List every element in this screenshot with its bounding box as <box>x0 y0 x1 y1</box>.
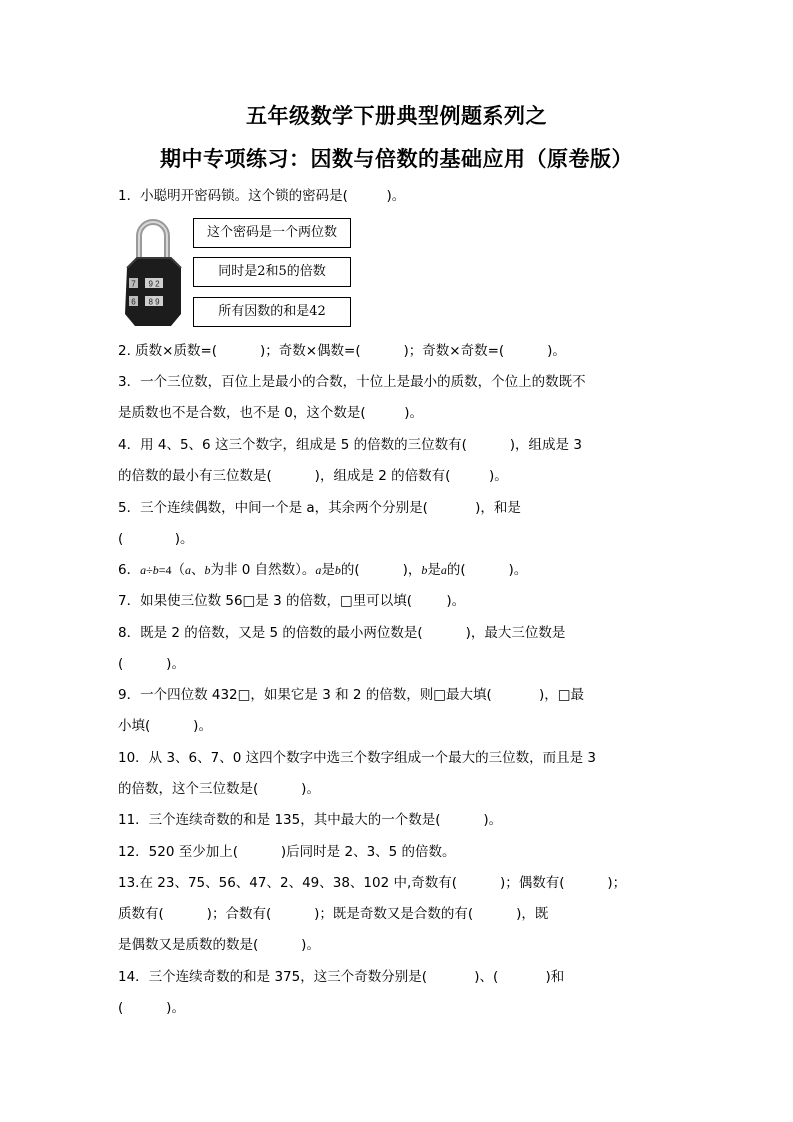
question-14-text: 14．三个连续奇数的和是 375，这三个奇数分别是( )、( )和 <box>118 969 565 985</box>
s1-blank: 的( )， <box>340 562 422 578</box>
s1-b: b <box>334 563 341 577</box>
question-10-text: 10．从 3、6、7、0 这四个数字中选三个数字组成一个最大的三位数，而且是 3 <box>118 750 596 766</box>
question-14-text-cont: ( )。 <box>118 1000 185 1016</box>
question-1-text: 1．小聪明开密码锁。这个锁的密码是( )。 <box>118 188 406 204</box>
paren-open: （ <box>171 562 185 578</box>
question-10-text-cont: 的倍数，这个三位数是( )。 <box>118 781 320 797</box>
expr-equals: =4 <box>158 563 172 577</box>
question-6-text <box>118 560 527 580</box>
question-7-text: 7．如果使三位数 56□是 3 的倍数，□里可以填( )。 <box>118 593 466 609</box>
expr-divide: ÷ <box>146 563 153 577</box>
question-4-text-cont: 的倍数的最小有三位数是( )，组成是 2 的倍数有( )。 <box>118 468 508 484</box>
question-13-text-cont2: 是偶数又是质数的数是( )。 <box>118 937 320 953</box>
expr-a: a <box>140 563 147 577</box>
question-11-text: 11．三个连续奇数的和是 135，其中最大的一个数是( )。 <box>118 812 503 828</box>
question-13-text: 13.在 23、75、56、47、2、49、38、102 中,奇数有( )；偶数有( )； <box>118 875 627 891</box>
question-6-number: 6． <box>118 562 141 578</box>
question-3-text-cont: 是质数也不是合数，也不是 0，这个数是( )。 <box>118 405 424 421</box>
question-4-text: 4．用 4、5、6 这三个数字，组成是 5 的倍数的三位数有( )，组成是 3 <box>118 437 582 453</box>
s2-b: b <box>421 563 428 577</box>
svg-text:9 2: 9 2 <box>148 279 160 289</box>
s1-a: a <box>315 563 322 577</box>
document-title-line1: 五年级数学下册典型例题系列之 <box>246 104 547 128</box>
lock-hint-1: 这个密码是一个两位数 <box>193 218 351 248</box>
separator: 、 <box>190 562 205 578</box>
condition-text: 为非 0 自然数）。 <box>210 562 316 578</box>
svg-text:7: 7 <box>131 279 136 289</box>
lock-hint-2: 同时是2和5的倍数 <box>193 257 351 287</box>
question-3-text: 3．一个三位数，百位上是最小的合数，十位上是最小的质数，个位上的数既不 <box>118 374 586 390</box>
s1-mid: 是 <box>321 562 335 578</box>
expr-b: b <box>152 563 159 577</box>
s2-a: a <box>440 563 447 577</box>
question-2-text: 2. 质数×质数=( )；奇数×偶数=( )；奇数×奇数=( )。 <box>118 343 566 359</box>
padlock-image <box>121 218 185 328</box>
question-5-text: 5．三个连续偶数，中间一个是 a，其余两个分别是( )，和是 <box>118 500 521 516</box>
question-9-text-cont: 小填( )。 <box>118 718 212 734</box>
var-b: b <box>204 563 211 577</box>
question-9-text: 9．一个四位数 432□，如果它是 3 和 2 的倍数，则□最大填( )，□最 <box>118 687 584 703</box>
var-a: a <box>184 563 191 577</box>
lock-hint-3: 所有因数的和是42 <box>193 297 351 327</box>
question-5-text-cont: ( )。 <box>118 531 194 547</box>
s2-mid: 是 <box>427 562 441 578</box>
document-title-line2: 期中专项练习：因数与倍数的基础应用（原卷版） <box>160 147 633 171</box>
svg-text:6: 6 <box>131 297 136 307</box>
question-12-text: 12．520 至少加上( )后同时是 2、3、5 的倍数。 <box>118 844 456 860</box>
question-13-text-cont: 质数有( )；合数有( )；既是奇数又是合数的有( )，既 <box>118 906 549 922</box>
s2-blank: 的( )。 <box>446 562 528 578</box>
question-8-text: 8．既是 2 的倍数，又是 5 的倍数的最小两位数是( )，最大三位数是 <box>118 625 566 641</box>
question-8-text-cont: ( )。 <box>118 656 185 672</box>
svg-text:8 9: 8 9 <box>148 297 160 307</box>
